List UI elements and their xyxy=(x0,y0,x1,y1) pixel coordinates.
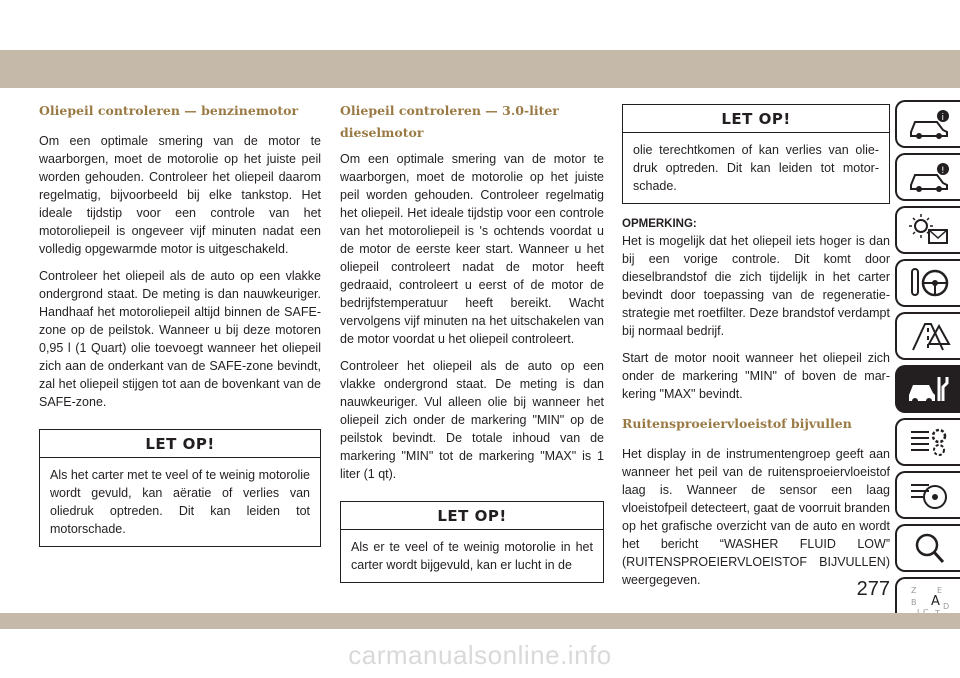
steering-wheel-icon xyxy=(907,265,951,301)
lights-message-icon xyxy=(907,212,951,248)
tab-multimedia[interactable] xyxy=(895,471,960,519)
page-number: 277 xyxy=(856,578,890,600)
svg-text:i: i xyxy=(941,113,944,123)
paragraph: Om een optimale smering van de motor te waarborgen, moet de motorolie op het juiste peil worden gehouden. Controleer het oliepeil daarom regelmatig, bijvoorbeeld bij elke tankstop. Het ideale tijdstip voor een controle van het motoroliepeil is ongeveer vijf minuten nadat een volledig opgewarmde motor is uitgeschakeld. xyxy=(39,134,321,256)
caution-text: olie terechtkomen of kan verlies van oliedruk optreden. Dit kan leiden tot motorschade. xyxy=(633,143,879,193)
footer-band xyxy=(0,613,960,629)
caution-title: LET OP! xyxy=(623,105,889,133)
section-heading-washer: Ruitensproeiervloeistof bijvullen xyxy=(622,416,852,431)
car-service-icon xyxy=(907,371,951,407)
top-margin xyxy=(0,0,960,50)
hazard-road-icon xyxy=(907,318,951,354)
note-label: OPMERKING: xyxy=(622,218,697,230)
caution-title: LET OP! xyxy=(341,502,603,530)
paragraph: Controleer het oliepeil als de auto op een vlakke ondergrond staat. De meting is dan nauwkeuriger. Vul alleen olie bij wanneer het oliepeil zich onder de markering "MIN" op de peilstok bevindt. De totale inhoud van de markering "MIN" tot de markering "MAX" is 1 liter (1 qt). xyxy=(340,359,604,481)
caution-text: Als het carter met te veel of te weinig motorolie wordt gevuld, kan aëratie of verlies van oliedruk optreden. Dit kan leiden tot motorschade. xyxy=(50,468,310,536)
caution-box xyxy=(340,501,604,583)
paragraph: Controleer het oliepeil als de auto op een vlakke ondergrond staat. De meting is dan nauwkeuriger. Handhaaf het motoroliepeil altijd binnen de SAFE-zone op de peilstok. Wanneer u bij deze motoren 0,95 l (1 Quart) olie toevoegt wanneer het oliepeil zich aan de onderkant van de SAFE-zone bevindt, zal het oliepeil stijgen tot aan de bovenkant van de SAFE-zone. xyxy=(39,269,321,409)
paragraph: Om een optimale smering van de motor te waarborgen, moet de motorolie op het juiste peil worden gehouden. Controleer regelmatig het oliepeil. Het ideale tijdstip voor een controle van het motoroliepeil is 's ochtends voordat u de motor de eerste keer start. Wanneer u het oliepeil controleert nadat de motor heeft gedraaid, controleert u eerst of de motor de bedrijfstemperatuur heeft bereikt. Wacht vervolgens vijf minuten na het uitschakelen van de motor voordat u het oliepeil controleert. xyxy=(340,152,604,346)
tab-emergency[interactable] xyxy=(895,312,960,360)
tab-search[interactable] xyxy=(895,524,960,572)
index-letter: E xyxy=(936,586,942,595)
note-text: Het is mogelijk dat het oliepeil iets hoger is dan bij een vorige controle. Dit komt door dieselbrandstof die zich tijdelijk in het carter bevindt door toepassing van de regeneratiestrategie met roetfilter. Deze brandstof verdampt bij normaal bedrijf. xyxy=(622,234,890,338)
car-warning-icon xyxy=(907,159,951,195)
tab-driving[interactable] xyxy=(895,259,960,307)
index-letter: D xyxy=(942,602,949,611)
tab-service-maintenance[interactable] xyxy=(895,365,960,413)
column-2 xyxy=(340,100,604,595)
caution-text: Als er te veel of te weinig motorolie in het carter wordt bijgevuld, kan er lucht in de xyxy=(351,540,593,572)
tab-lights-messages[interactable] xyxy=(895,206,960,254)
caution-box-continued xyxy=(622,104,890,204)
index-letter: B xyxy=(910,598,916,607)
specifications-icon xyxy=(907,424,951,460)
column-1 xyxy=(39,100,321,559)
tab-car-info[interactable] xyxy=(895,100,960,148)
multimedia-icon xyxy=(907,477,951,513)
caution-title: LET OP! xyxy=(40,430,320,458)
tab-car-warning[interactable] xyxy=(895,153,960,201)
search-icon xyxy=(907,530,951,566)
section-heading-petrol: Oliepeil controleren — benzinemotor xyxy=(39,103,299,118)
watermark: carmanualsonline.info xyxy=(348,640,612,670)
svg-text:!: ! xyxy=(940,166,945,176)
chapter-tabs xyxy=(895,100,960,630)
paragraph: Het display in de instrumentengroep geeft aan wanneer het peil van de ruitensproeiervloeistof laag is. Wanneer de sensor een laag vloeistofpeil detecteert, gaat de voorruit branden op het grafische overzicht van de auto en wordt het bericht “WASHER FLUID LOW” (RUITENSPROEIERVLOEISTOF BIJVULLEN) weergegeven. xyxy=(622,447,890,587)
column-3 xyxy=(622,104,890,598)
tab-specifications[interactable] xyxy=(895,418,960,466)
paragraph: Start de motor nooit wanneer het oliepeil zich onder de markering "MIN" of boven de markering "MAX" bevindt. xyxy=(622,351,890,401)
car-info-icon xyxy=(907,106,951,142)
section-heading-diesel: Oliepeil controleren — 3.0-liter dieselmotor xyxy=(340,103,559,140)
header-band xyxy=(0,50,960,88)
index-letter: A xyxy=(930,594,940,609)
caution-box xyxy=(39,429,321,547)
index-letter: Z xyxy=(910,586,916,595)
